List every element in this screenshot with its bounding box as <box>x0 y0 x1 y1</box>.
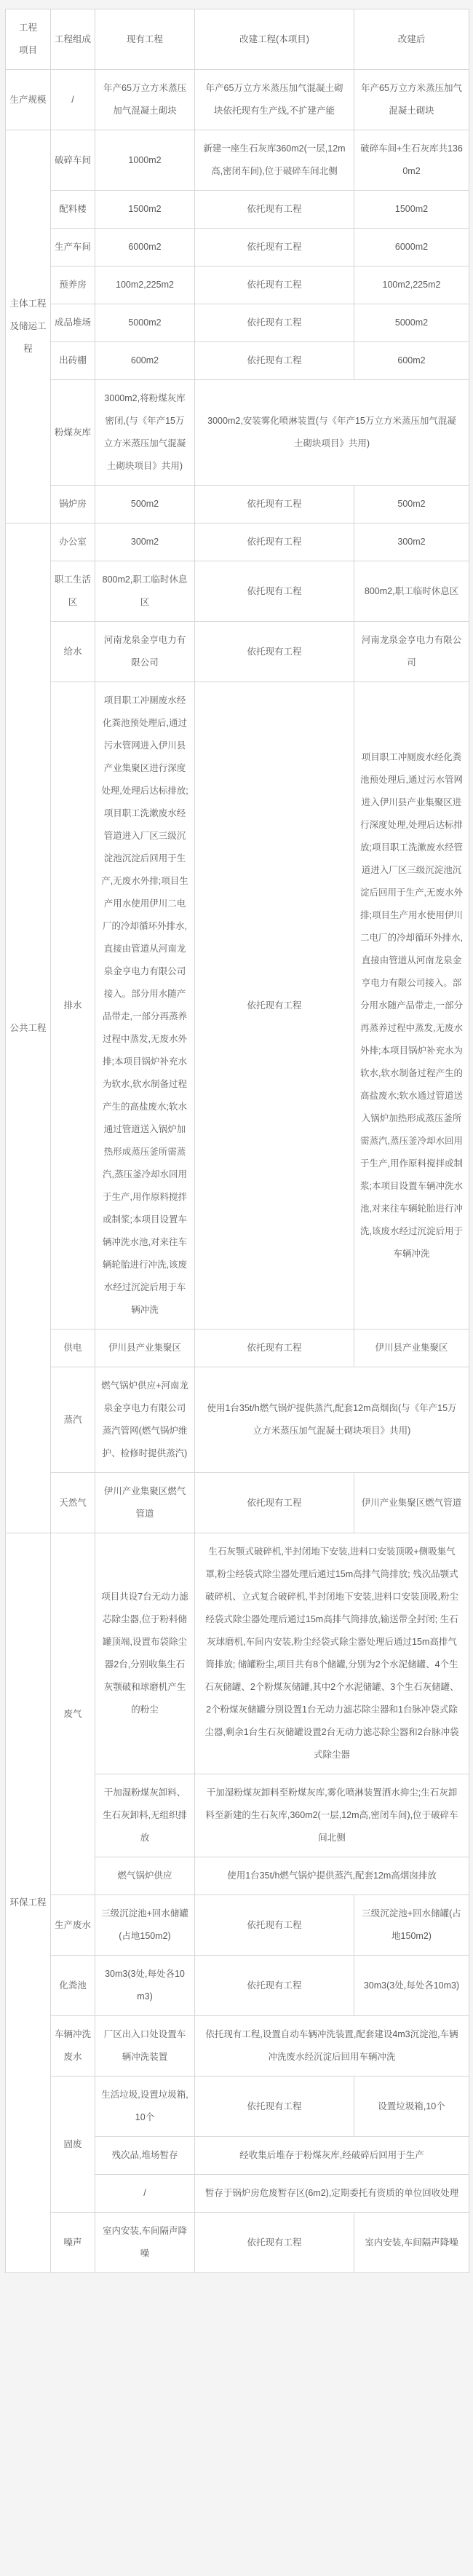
table-row <box>6 2213 469 2273</box>
table-row <box>6 1533 469 1774</box>
row-label-zaosheng: 噪声 <box>51 2213 95 2273</box>
bangongshi-after: 300m2 <box>354 524 469 561</box>
paishui-rebuild: 依托现有工程 <box>195 682 354 1330</box>
fenmeihui-ku-existing: 3000m2,将粉煤灰库密闭,(与《年产15万立方米蒸压加气混凝土砌块项目》共用) <box>95 380 195 486</box>
table-row <box>6 304 469 342</box>
zhigong-shenghuoqu-after: 800m2,职工临时休息区 <box>354 561 469 622</box>
shengchan-guimo-existing: 年产65万立方米蒸压加气混凝土砌块 <box>95 70 195 130</box>
row-label-guolu-fang: 锅炉房 <box>51 486 95 524</box>
row-label-shengchan-chejian: 生产车间 <box>51 229 95 266</box>
yuyang-fang-existing: 100m2,225m2 <box>95 266 195 304</box>
table-row <box>6 380 469 486</box>
zhigong-shenghuoqu-rebuild: 依托现有工程 <box>195 561 354 622</box>
jishui-after: 河南龙泉金亨电力有限公司 <box>354 622 469 682</box>
row-label-tianranqi: 天然气 <box>51 1473 95 1533</box>
chengpin-duichang-after: 5000m2 <box>354 304 469 342</box>
tianranqi-existing: 伊川产业集聚区燃气管道 <box>95 1473 195 1533</box>
row-label-cheliang-chongxi-feishui: 车辆冲洗废水 <box>51 2016 95 2077</box>
feiqi-3-rebuild-after: 使用1台35t/h燃气锅炉提供蒸汽,配套12m高烟囱排放 <box>195 1857 469 1895</box>
chuzhuan-peng-existing: 600m2 <box>95 342 195 380</box>
table-row <box>6 266 469 304</box>
gufei-shenghuo-laji-rebuild: 依托现有工程 <box>195 2077 354 2137</box>
peiliao-lou-after: 1500m2 <box>354 191 469 229</box>
row-label-gongdian: 供电 <box>51 1330 95 1367</box>
gongdian-existing: 伊川县产业集聚区 <box>95 1330 195 1367</box>
chuzhuan-peng-rebuild: 依托现有工程 <box>195 342 354 380</box>
table-row <box>6 486 469 524</box>
guolu-fang-rebuild: 依托现有工程 <box>195 486 354 524</box>
cheliang-chongxi-rebuild-after: 依托现有工程,设置自动车辆冲洗装置,配套建设4m3沉淀池,车辆冲洗废水经沉淀后回用车辆冲洗 <box>195 2016 469 2077</box>
feiqi-2-rebuild-after: 干加湿粉煤灰卸料至粉煤灰库,雾化喷淋装置洒水抑尘;生石灰卸料至新建的生石灰库,360m2(一层,12m高,密闭车间),位于破碎车间北侧 <box>195 1774 469 1857</box>
bangongshi-rebuild: 依托现有工程 <box>195 524 354 561</box>
table-row <box>6 524 469 561</box>
peiliao-lou-existing: 1500m2 <box>95 191 195 229</box>
gufei-weifei-rebuild-after: 暂存于锅炉房危废暂存区(6m2),定期委托有资质的单位回收处理 <box>195 2175 469 2213</box>
row-label-shengchan-guimo: 生产规模 <box>6 70 51 130</box>
shengchan-feishui-after: 三级沉淀池+回水储罐(占地150m2) <box>354 1895 469 1956</box>
table-row <box>6 2016 469 2077</box>
posui-chejian-existing: 1000m2 <box>95 130 195 191</box>
shengchan-chejian-after: 6000m2 <box>354 229 469 266</box>
group-zhuti-gongcheng: 主体工程及储运工程 <box>6 130 51 524</box>
gufei-cancipin-rebuild-after: 经收集后堆存于粉煤灰库,经破碎后回用于生产 <box>195 2137 469 2175</box>
row-label-fenmeihui-ku: 粉煤灰库 <box>51 380 95 486</box>
shengchan-feishui-existing: 三级沉淀池+回水储罐(占地150m2) <box>95 1895 195 1956</box>
table-row <box>6 2077 469 2137</box>
table-row <box>6 229 469 266</box>
paishui-existing: 项目职工冲厕废水经化粪池预处理后,通过污水管网进入伊川县产业集聚区进行深度处理,处理后达标排放;项目职工洗漱废水经管道进入厂区三级沉淀池沉淀后回用于生产,无废水外排;项目生产用水使用伊川二电厂的冷却循环外排水,直接由管道从河南龙泉金亨电力有限公司接入。部分用水随产品带走,一部分再蒸养过程中蒸发,无废水外排;本项目锅炉补充水为软水,软水制备过程产生的高盐废水;软水通过管道送入锅炉加热形成蒸压釜所需蒸汽,蒸压釜冷却水回用于生产,用作原料搅拌或制浆;本项目设置车辆冲洗水池,对来往车辆轮胎进行冲洗,该废水经过沉淀后用于车辆冲洗 <box>95 682 195 1330</box>
shengchan-guimo-after: 年产65万立方米蒸压加气混凝土砌块 <box>354 70 469 130</box>
gufei-weifei-existing: / <box>95 2175 195 2213</box>
row-label-chuzhuan-peng: 出砖棚 <box>51 342 95 380</box>
row-label-zhengqi: 蒸汽 <box>51 1367 95 1473</box>
header-after: 改建后 <box>354 9 469 70</box>
cheliang-chongxi-existing: 厂区出入口处设置车辆冲洗装置 <box>95 2016 195 2077</box>
table-row <box>6 622 469 682</box>
zhigong-shenghuoqu-existing: 800m2,职工临时休息区 <box>95 561 195 622</box>
feiqi-3-existing: 燃气锅炉供应 <box>95 1857 195 1895</box>
feiqi-1-rebuild-after: 生石灰颚式破碎机,半封闭地下安装,进料口安装顶吸+侧吸集气罩,粉尘经袋式除尘器处理后通过15m高排气筒排放; 残次品颚式破碎机、立式复合破碎机,半封闭地下安装,进料口安装顶吸,粉尘经袋式除尘器处理后通过15m高排气筒排放,输送带全封闭; 生石灰球磨机,车间内安装,粉尘经袋式除尘器处理后通过15m高排气筒排放; 储罐粉尘,项目共有8个储罐,分别为2个水泥储罐、4个生石灰储罐、2个粉煤灰储罐,其中2个水泥储罐、3个生石灰储罐、2个粉煤灰储罐分别设置1台无动力滤芯除尘器和1台脉冲袋式除尘器,剩余1台生石灰储罐设置2台无动力滤芯除尘器和2台脉冲袋式除尘器 <box>195 1533 469 1774</box>
row-label-shengchan-feishui: 生产废水 <box>51 1895 95 1956</box>
table-row <box>6 342 469 380</box>
feiqi-1-existing: 项目共设7台无动力滤芯除尘器,位于粉料储罐顶端,设置布袋除尘器2台,分别收集生石灰颚破和球磨机产生的粉尘 <box>95 1533 195 1774</box>
table-row <box>6 1473 469 1533</box>
row-label-zhigong-shenghuoqu: 职工生活区 <box>51 561 95 622</box>
row-label-paishui: 排水 <box>51 682 95 1330</box>
row-label-bangongshi: 办公室 <box>51 524 95 561</box>
table-row <box>6 191 469 229</box>
zaosheng-after: 室内安装,车间隔声降噪 <box>354 2213 469 2273</box>
table-row <box>6 1956 469 2016</box>
guolu-fang-existing: 500m2 <box>95 486 195 524</box>
row-label-huafenchi: 化粪池 <box>51 1956 95 2016</box>
huafenchi-existing: 30m3(3处,每处各10m3) <box>95 1956 195 2016</box>
row-label-yuyang-fang: 预养房 <box>51 266 95 304</box>
table-row <box>6 682 469 1330</box>
zhengqi-existing: 燃气锅炉供应+河南龙泉金亨电力有限公司蒸汽管网(燃气锅炉维护、检修时提供蒸汽) <box>95 1367 195 1473</box>
paishui-after: 项目职工冲厕废水经化粪池预处理后,通过污水管网进入伊川县产业集聚区进行深度处理,处理后达标排放;项目职工洗漱废水经管道进入厂区三级沉淀池沉淀后回用于生产,无废水外排;项目生产用水使用伊川二电厂的冷却循环外排水,直接由管道从河南龙泉金亨电力有限公司接入。部分用水随产品带走,一部分再蒸养过程中蒸发,无废水外排;本项目锅炉补充水为软水,软水制备过程产生的高盐废水;软水通过管道送入锅炉加热形成蒸压釜所需蒸汽,蒸压釜冷却水回用于生产,用作原料搅拌或制浆;本项目设置车辆冲洗水池,对来往车辆轮胎进行冲洗,该废水经过沉淀后用于车辆冲洗 <box>354 682 469 1330</box>
shengchan-guimo-rebuild: 年产65万立方米蒸压加气混凝土砌块依托现有生产线,不扩建产能 <box>195 70 354 130</box>
chengpin-duichang-existing: 5000m2 <box>95 304 195 342</box>
shengchan-chejian-rebuild: 依托现有工程 <box>195 229 354 266</box>
yuyang-fang-rebuild: 依托现有工程 <box>195 266 354 304</box>
group-gonggong-gongcheng: 公共工程 <box>6 524 51 1533</box>
header-rebuild: 改建工程(本项目) <box>195 9 354 70</box>
gufei-shenghuo-laji-after: 设置垃圾箱,10个 <box>354 2077 469 2137</box>
tianranqi-rebuild: 依托现有工程 <box>195 1473 354 1533</box>
project-table-body <box>6 9 469 2273</box>
table-row <box>6 1330 469 1367</box>
header-composition: 工程组成 <box>51 9 95 70</box>
zaosheng-existing: 室内安装,车间隔声降噪 <box>95 2213 195 2273</box>
table-row <box>6 70 469 130</box>
row-label-jishui: 给水 <box>51 622 95 682</box>
peiliao-lou-rebuild: 依托现有工程 <box>195 191 354 229</box>
header-existing: 现有工程 <box>95 9 195 70</box>
table-row <box>6 130 469 191</box>
row-label-gufei: 固废 <box>51 2077 95 2213</box>
feiqi-2-existing: 干加湿粉煤灰卸料、生石灰卸料,无组织排放 <box>95 1774 195 1857</box>
gufei-cancipin-existing: 残次品,堆场暂存 <box>95 2137 195 2175</box>
shengchan-guimo-composition: / <box>51 70 95 130</box>
zaosheng-rebuild: 依托现有工程 <box>195 2213 354 2273</box>
shengchan-chejian-existing: 6000m2 <box>95 229 195 266</box>
huafenchi-after: 30m3(3处,每处各10m3) <box>354 1956 469 2016</box>
chuzhuan-peng-after: 600m2 <box>354 342 469 380</box>
row-label-chengpin-duichang: 成品堆场 <box>51 304 95 342</box>
jishui-existing: 河南龙泉金亨电力有限公司 <box>95 622 195 682</box>
table-row <box>6 1367 469 1473</box>
jishui-rebuild: 依托现有工程 <box>195 622 354 682</box>
gongdian-rebuild: 依托现有工程 <box>195 1330 354 1367</box>
group-huanbao-gongcheng: 环保工程 <box>6 1533 51 2273</box>
header-row <box>6 9 469 70</box>
bangongshi-existing: 300m2 <box>95 524 195 561</box>
table-row <box>6 561 469 622</box>
row-label-feiqi: 废气 <box>51 1533 95 1895</box>
header-project: 工程项目 <box>6 9 51 70</box>
posui-chejian-rebuild: 新建一座生石灰库360m2(一层,12m高,密闭车间),位于破碎车间北侧 <box>195 130 354 191</box>
guolu-fang-after: 500m2 <box>354 486 469 524</box>
fenmeihui-ku-rebuild-after: 3000m2,安装雾化喷淋装置(与《年产15万立方米蒸压加气混凝土砌块项目》共用) <box>195 380 469 486</box>
zhengqi-rebuild-after: 使用1台35t/h燃气锅炉提供蒸汽,配套12m高烟囱(与《年产15万立方米蒸压加气混凝土砌块项目》共用) <box>195 1367 469 1473</box>
tianranqi-after: 伊川产业集聚区燃气管道 <box>354 1473 469 1533</box>
posui-chejian-after: 破碎车间+生石灰库共1360m2 <box>354 130 469 191</box>
row-label-peiliao-lou: 配料楼 <box>51 191 95 229</box>
gufei-shenghuo-laji-existing: 生活垃圾,设置垃圾箱,10个 <box>95 2077 195 2137</box>
chengpin-duichang-rebuild: 依托现有工程 <box>195 304 354 342</box>
huafenchi-rebuild: 依托现有工程 <box>195 1956 354 2016</box>
shengchan-feishui-rebuild: 依托现有工程 <box>195 1895 354 1956</box>
gongdian-after: 伊川县产业集聚区 <box>354 1330 469 1367</box>
project-composition-table <box>5 9 469 2273</box>
table-row <box>6 1895 469 1956</box>
yuyang-fang-after: 100m2,225m2 <box>354 266 469 304</box>
row-label-posui-chejian: 破碎车间 <box>51 130 95 191</box>
